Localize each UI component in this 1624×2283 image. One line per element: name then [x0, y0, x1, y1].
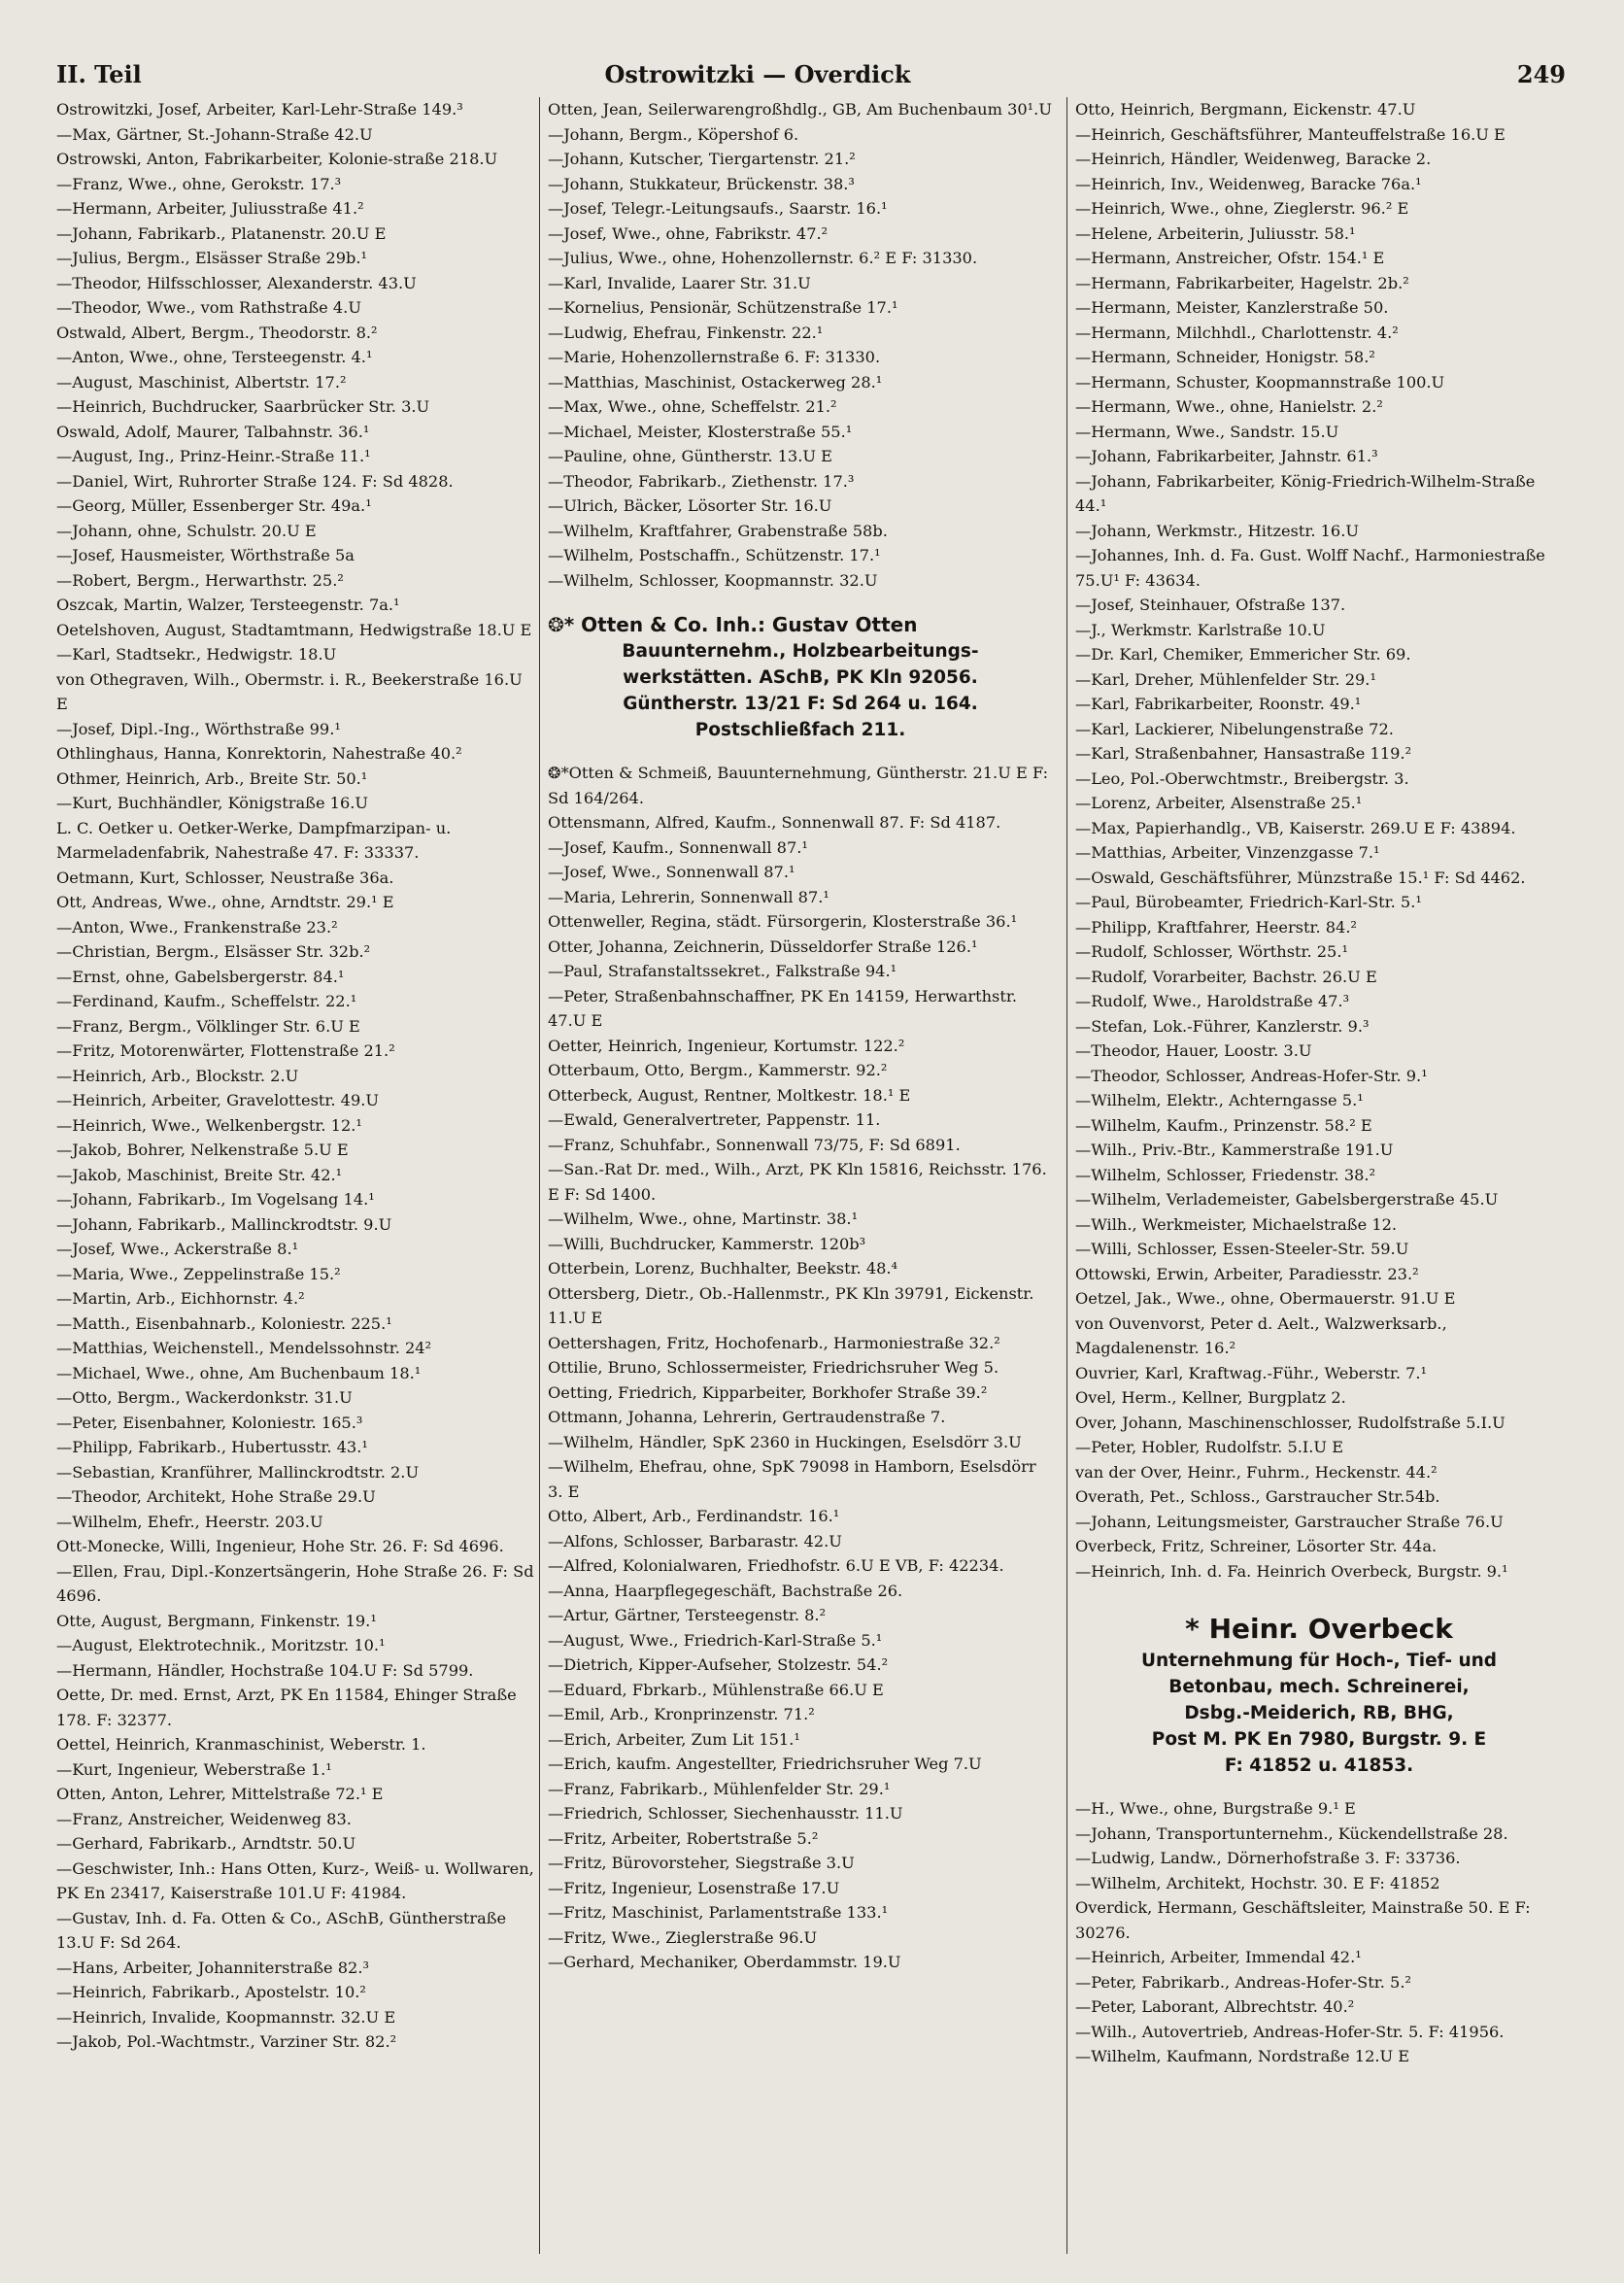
list-item: —Sebastian, Kranführer, Mallinckrodtstr. 2.U — [56, 1462, 420, 1482]
list-item: Otterbeck, August, Rentner, Moltkestr. 18.¹ E — [548, 1085, 911, 1105]
list-item: —Paul, Bürobeamter, Friedrich-Karl-Str. 5.¹ — [1075, 893, 1422, 911]
list-item: —Theodor, Hauer, Loostr. 3.U — [1075, 1041, 1312, 1060]
list-item: —Heinrich, Wwe., ohne, Zieglerstr. 96.² E — [1075, 199, 1409, 218]
ad-overbeck-line: F: 41852 u. 41853. — [1224, 1755, 1414, 1776]
list-item: —Fritz, Motorenwärter, Flottenstraße 21.² — [56, 1041, 395, 1060]
list-item: —Heinrich, Händler, Weidenweg, Baracke 2. — [1075, 150, 1432, 168]
list-item: —Erich, Arbeiter, Zum Lit 151.¹ — [548, 1729, 800, 1749]
page-range-title: Ostrowitzki — Overdick — [604, 60, 911, 88]
list-item: Ottilie, Bruno, Schlossermeister, Friedrichsruher Weg 5. — [548, 1358, 999, 1377]
list-item: —Hermann, Schuster, Koopmannstraße 100.U — [1075, 372, 1445, 392]
list-item: —Johann, Fabrikarbeiter, Jahnstr. 61.³ — [1075, 447, 1378, 465]
list-item: Oetter, Heinrich, Ingenieur, Kortumstr. 122.² — [548, 1036, 905, 1055]
column-3 — [1066, 97, 1563, 2254]
list-item: —Jakob, Maschinist, Breite Str. 42.¹ — [56, 1165, 343, 1184]
list-item: —Theodor, Architekt, Hohe Straße 29.U — [56, 1487, 376, 1506]
list-item: ❂*Otten & Schmeiß, Bauunternehmung, Güntherstr. 21.U E F: Sd 164/264. — [548, 764, 1049, 807]
list-item: —Wilh., Werkmeister, Michaelstraße 12. — [1075, 1214, 1398, 1234]
list-item: —Stefan, Lok.-Führer, Kanzlerstr. 9.³ — [1075, 1016, 1370, 1036]
list-item: —Heinrich, Fabrikarb., Apostelstr. 10.² — [56, 1983, 366, 2001]
list-item: —Franz, Bergm., Völklinger Str. 6.U E — [56, 1016, 360, 1036]
list-item: —Wilhelm, Architekt, Hochstr. 30. E F: 41852 — [1075, 1873, 1440, 1892]
list-item: —Marie, Hohenzollernstraße 6. F: 31330. — [548, 348, 881, 366]
list-item: Overbeck, Fritz, Schreiner, Lösorter Str. 44a. — [1075, 1537, 1438, 1555]
ad-overbeck-title: * Heinr. Overbeck — [1185, 1613, 1453, 1645]
list-item: —Theodor, Schlosser, Andreas-Hofer-Str. 9.¹ — [1075, 1066, 1428, 1085]
list-item: —Gerhard, Fabrikarb., Arndtstr. 50.U — [56, 1834, 356, 1853]
ad-overbeck-line: Unternehmung für Hoch-, Tief- und — [1140, 1651, 1498, 1671]
list-item: Ott, Andreas, Wwe., ohne, Arndtstr. 29.¹ E — [56, 893, 394, 911]
page-number: 249 — [1516, 60, 1566, 88]
list-item: —Peter, Eisenbahner, Koloniestr. 165.³ — [56, 1413, 363, 1432]
list-item: —Theodor, Fabrikarb., Ziethenstr. 17.³ — [548, 471, 855, 491]
list-item: —Josef, Wwe., Ackerstraße 8.¹ — [56, 1240, 299, 1258]
list-item: —Karl, Fabrikarbeiter, Roonstr. 49.¹ — [1075, 695, 1362, 713]
list-item: van der Over, Heinr., Fuhrm., Heckenstr. 44.² — [1075, 1462, 1438, 1482]
list-item: —Hermann, Arbeiter, Juliusstraße 41.² — [56, 199, 364, 218]
list-item: —Josef, Telegr.-Leitungsaufs., Saarstr. 16.¹ — [548, 199, 888, 218]
list-item: —Johannes, Inh. d. Fa. Gust. Wolff Nachf., Harmoniestraße 75.U¹ F: 43634. — [1075, 546, 1545, 590]
list-item: —Heinrich, Invalide, Koopmannstr. 32.U E — [56, 2007, 396, 2027]
list-item: —Julius, Wwe., ohne, Hohenzollernstr. 6.² E F: 31330. — [548, 249, 978, 267]
list-item: —San.-Rat Dr. med., Wilh., Arzt, PK Kln 15816, Reichsstr. 176. E F: Sd 1400. — [548, 1160, 1047, 1204]
list-item: —Alfred, Kolonialwaren, Friedhofstr. 6.U E VB, F: 42234. — [548, 1556, 1004, 1575]
list-item: Ostrowitzki, Josef, Arbeiter, Karl-Lehr-Straße 149.³ — [56, 100, 463, 119]
list-item: —Karl, Dreher, Mühlenfelder Str. 29.¹ — [1075, 669, 1376, 689]
list-item: —Eduard, Fbrkarb., Mühlenstraße 66.U E — [548, 1680, 884, 1699]
list-item: —Josef, Wwe., ohne, Fabrikstr. 47.² — [548, 223, 829, 243]
ad-otten-line: Postschließfach 211. — [694, 720, 906, 740]
list-item: —Hermann, Wwe., Sandstr. 15.U — [1075, 422, 1339, 441]
list-item: —Jakob, Bohrer, Nelkenstraße 5.U E — [56, 1141, 349, 1159]
page-header — [56, 56, 1566, 95]
list-item: Otten, Anton, Lehrer, Mittelstraße 72.¹ E — [56, 1785, 384, 1803]
list-item: —Gustav, Inh. d. Fa. Otten & Co., ASchB, Güntherstraße 13.U F: Sd 264. — [56, 1908, 507, 1952]
list-item: —Max, Wwe., ohne, Scheffelstr. 21.² — [548, 397, 837, 416]
list-item: —Heinrich, Inv., Weidenweg, Baracke 76a.¹ — [1075, 174, 1422, 193]
list-item: —Josef, Steinhauer, Ofstraße 137. — [1075, 596, 1346, 614]
list-item: —Peter, Hobler, Rudolfstr. 5.I.U E — [1075, 1438, 1344, 1456]
list-item: Over, Johann, Maschinenschlosser, Rudolfstraße 5.I.U — [1075, 1413, 1506, 1432]
list-item: L. C. Oetker u. Oetker-Werke, Dampfmarzipan- u. Marmeladenfabrik, Nahestraße 47. F: 33337. — [56, 818, 452, 862]
list-item: —Dr. Karl, Chemiker, Emmericher Str. 69. — [1075, 645, 1411, 664]
list-item: —Karl, Straßenbahner, Hansastraße 119.² — [1075, 744, 1412, 763]
list-item: —Georg, Müller, Essenberger Str. 49a.¹ — [56, 496, 372, 515]
list-item: —Franz, Anstreicher, Weidenweg 83. — [56, 1809, 352, 1828]
list-item: —Josef, Hausmeister, Wörthstraße 5a — [56, 546, 355, 564]
list-item: —Friedrich, Schlosser, Siechenhausstr. 11.U — [548, 1804, 903, 1823]
list-item: —Max, Papierhandlg., VB, Kaiserstr. 269.U E F: 43894. — [1075, 818, 1516, 837]
list-item: —Hermann, Schneider, Honigstr. 58.² — [1075, 348, 1375, 366]
list-item: —Johann, Bergm., Köpershof 6. — [548, 124, 799, 144]
list-item: —Maria, Wwe., Zeppelinstraße 15.² — [56, 1264, 341, 1283]
list-item: —Wilhelm, Kaufmann, Nordstraße 12.U E — [1075, 2047, 1410, 2065]
list-item: —Wilhelm, Verlademeister, Gabelsbergerstraße 45.U — [1075, 1190, 1499, 1209]
list-item: —Christian, Bergm., Elsässer Str. 32b.² — [56, 942, 371, 961]
list-item: —Josef, Wwe., Sonnenwall 87.¹ — [548, 863, 795, 881]
list-item: Ottersberg, Dietr., Ob.-Hallenmstr., PK Kln 39791, Eickenstr. 11.U E — [548, 1283, 1034, 1327]
list-item: —Ludwig, Ehefrau, Finkenstr. 22.¹ — [548, 323, 824, 342]
list-item: —Geschwister, Inh.: Hans Otten, Kurz-, Weiß- u. Wollwaren, PK En 23417, Kaiserstraße 101.U F: 41984. — [56, 1858, 534, 1902]
list-item: —Heinrich, Buchdrucker, Saarbrücker Str. 3.U — [56, 397, 430, 416]
list-item: —Karl, Lackierer, Nibelungenstraße 72. — [1075, 719, 1394, 738]
list-item: —Heinrich, Arbeiter, Gravelottestr. 49.U — [56, 1091, 380, 1109]
list-item: —Philipp, Kraftfahrer, Heerstr. 84.² — [1075, 917, 1357, 937]
list-item: Overdick, Hermann, Geschäftsleiter, Mainstraße 50. E F: 30276. — [1075, 1898, 1531, 1942]
list-item: Ostrowski, Anton, Fabrikarbeiter, Kolonie-straße 218.U — [56, 150, 498, 168]
list-item: —Matthias, Arbeiter, Vinzenzgasse 7.¹ — [1075, 843, 1380, 862]
list-item: Oszcak, Martin, Walzer, Tersteegenstr. 7a.¹ — [56, 596, 400, 614]
list-item: von Othegraven, Wilh., Obermstr. i. R., Beekerstraße 16.U E — [56, 669, 523, 713]
list-item: Ostwald, Albert, Bergm., Theodorstr. 8.² — [56, 323, 378, 342]
list-item: —J., Werkmstr. Karlstraße 10.U — [1075, 620, 1326, 639]
list-item: —Otto, Bergm., Wackerdonkstr. 31.U — [56, 1388, 353, 1407]
list-item: —Theodor, Hilfsschlosser, Alexanderstr. 43.U — [56, 273, 417, 292]
list-item: —Pauline, ohne, Güntherstr. 13.U E — [548, 447, 832, 465]
list-item: Otterbaum, Otto, Bergm., Kammerstr. 92.² — [548, 1061, 888, 1079]
list-item: —Ernst, ohne, Gabelsbergerstr. 84.¹ — [56, 967, 345, 986]
list-item: —Johann, Leitungsmeister, Garstraucher Straße 76.U — [1075, 1512, 1504, 1531]
list-item: —Peter, Straßenbahnschaffner, PK En 14159, Herwarthstr. 47.U E — [548, 986, 1017, 1030]
list-item: —Wilhelm, Postschaffn., Schützenstr. 17.¹ — [548, 546, 881, 564]
column-1 — [56, 97, 534, 2254]
list-item: —Karl, Stadtsekr., Hedwigstr. 18.U — [56, 645, 337, 664]
list-item: —Michael, Wwe., ohne, Am Buchenbaum 18.¹ — [56, 1363, 422, 1382]
list-item: —Gerhard, Mechaniker, Oberdammstr. 19.U — [548, 1953, 901, 1971]
list-item: Oetelshoven, August, Stadtamtmann, Hedwigstraße 18.U E — [56, 620, 532, 639]
list-item: —Hermann, Händler, Hochstraße 104.U F: Sd 5799. — [56, 1660, 474, 1680]
list-item: —Johann, Fabrikarbeiter, König-Friedrich-Wilhelm-Straße 44.¹ — [1075, 471, 1536, 515]
list-item: —Johann, Transportunternehm., Kückendellstraße 28. — [1075, 1823, 1508, 1843]
list-item: Otterbein, Lorenz, Buchhalter, Beekstr. 48.⁴ — [548, 1259, 898, 1278]
list-item: —Martin, Arb., Eichhornstr. 4.² — [56, 1289, 305, 1308]
list-item: —Rudolf, Wwe., Haroldstraße 47.³ — [1075, 992, 1350, 1010]
list-item: —Willi, Buchdrucker, Kammerstr. 120b³ — [548, 1234, 866, 1253]
column-2 — [539, 97, 1053, 2254]
list-item: —Hermann, Anstreicher, Ofstr. 154.¹ E — [1075, 249, 1385, 267]
list-item: —Anna, Haarpflegegeschäft, Bachstraße 26. — [548, 1581, 903, 1600]
list-item: —Fritz, Ingenieur, Losenstraße 17.U — [548, 1878, 840, 1897]
list-item: —Maria, Lehrerin, Sonnenwall 87.¹ — [548, 887, 829, 906]
list-item: Overath, Pet., Schloss., Garstraucher Str.54b. — [1075, 1487, 1440, 1506]
list-item: —Johann, Stukkateur, Brückenstr. 38.³ — [548, 174, 855, 193]
list-item: —Wilh., Priv.-Btr., Kammerstraße 191.U — [1075, 1141, 1394, 1159]
ad-otten-title: ❂* Otten & Co. Inh.: Gustav Otten — [548, 613, 918, 636]
ad-overbeck-line: Dsbg.-Meiderich, RB, BHG, — [1184, 1703, 1454, 1723]
list-item: —Johann, Fabrikarb., Platanenstr. 20.U E — [56, 223, 387, 243]
list-item: —Fritz, Wwe., Zieglerstraße 96.U — [548, 1927, 818, 1947]
list-item: —Josef, Dipl.-Ing., Wörthstraße 99.¹ — [56, 719, 341, 738]
ad-overbeck-line: Betonbau, mech. Schreinerei, — [1168, 1677, 1470, 1697]
list-item: —Julius, Bergm., Elsässer Straße 29b.¹ — [56, 249, 367, 267]
list-item: —Rudolf, Vorarbeiter, Bachstr. 26.U E — [1075, 967, 1377, 986]
list-item: —Matthias, Weichenstell., Mendelssohnstr. 24² — [56, 1339, 432, 1357]
list-item: —Kurt, Ingenieur, Weberstraße 1.¹ — [56, 1759, 332, 1779]
list-item: —Jakob, Pol.-Wachtmstr., Varziner Str. 82.² — [56, 2032, 397, 2051]
list-item: —Helene, Arbeiterin, Juliusstr. 58.¹ — [1075, 223, 1356, 243]
list-item: —Michael, Meister, Klosterstraße 55.¹ — [548, 422, 853, 441]
list-item: —Johann, ohne, Schulstr. 20.U E — [56, 521, 317, 540]
list-item: —Wilhelm, Händler, SpK 2360 in Huckingen, Eselsdörr 3.U — [548, 1432, 1022, 1451]
list-item: von Ouvenvorst, Peter d. Aelt., Walzwerksarb., Magdalenenstr. 16.² — [1075, 1313, 1447, 1357]
list-item: —August, Elektrotechnik., Moritzstr. 10.¹ — [56, 1636, 386, 1654]
list-item: Ott-Monecke, Willi, Ingenieur, Hohe Str. 26. F: Sd 4696. — [56, 1537, 504, 1555]
list-item: Ottensmann, Alfred, Kaufm., Sonnenwall 87. F: Sd 4187. — [548, 813, 1001, 832]
otten-co-advertisement — [548, 612, 1053, 743]
list-item: —Ferdinand, Kaufm., Scheffelstr. 22.¹ — [56, 992, 357, 1010]
list-item: —Wilhelm, Ehefrau, ohne, SpK 79098 in Hamborn, Eselsdörr 3. E — [548, 1457, 1036, 1501]
list-item: —Lorenz, Arbeiter, Alsenstraße 25.¹ — [1075, 794, 1363, 812]
list-item: —Hans, Arbeiter, Johanniterstraße 82.³ — [56, 1958, 369, 1977]
list-item: —Fritz, Maschinist, Parlamentstraße 133.¹ — [548, 1903, 889, 1922]
list-item: Otte, August, Bergmann, Finkenstr. 19.¹ — [56, 1611, 377, 1630]
list-item: —Heinrich, Wwe., Welkenbergstr. 12.¹ — [56, 1115, 362, 1135]
list-item: —Wilhelm, Wwe., ohne, Martinstr. 38.¹ — [548, 1210, 859, 1228]
list-item: —Johann, Fabrikarb., Im Vogelsang 14.¹ — [56, 1190, 375, 1209]
list-item: —Theodor, Wwe., vom Rathstraße 4.U — [56, 298, 361, 317]
list-item: Ovel, Herm., Kellner, Burgplatz 2. — [1075, 1388, 1346, 1407]
list-item: —Robert, Bergm., Herwarthstr. 25.² — [56, 570, 344, 590]
list-item: —Max, Gärtner, St.-Johann-Straße 42.U — [56, 124, 373, 144]
list-item: —Dietrich, Kipper-Aufseher, Stolzestr. 54.² — [548, 1655, 889, 1674]
list-item: —Wilhelm, Kraftfahrer, Grabenstraße 58b. — [548, 521, 888, 540]
list-item: Othmer, Heinrich, Arb., Breite Str. 50.¹ — [56, 768, 368, 788]
list-item: —Wilhelm, Kaufm., Prinzenstr. 58.² E — [1075, 1115, 1372, 1135]
list-item: —Heinrich, Inh. d. Fa. Heinrich Overbeck, Burgstr. 9.¹ — [1075, 1561, 1508, 1581]
list-item: Oettershagen, Fritz, Hochofenarb., Harmoniestraße 32.² — [548, 1333, 1000, 1352]
list-item: —Daniel, Wirt, Ruhrorter Straße 124. F: Sd 4828. — [56, 471, 454, 491]
list-item: Oetmann, Kurt, Schlosser, Neustraße 36a. — [56, 868, 394, 887]
list-item: —Oswald, Geschäftsführer, Münzstraße 15.¹ F: Sd 4462. — [1075, 868, 1526, 887]
list-item: —Peter, Fabrikarb., Andreas-Hofer-Str. 5.² — [1075, 1972, 1411, 1992]
list-item: Oetting, Friedrich, Kipparbeiter, Borkhofer Straße 39.² — [548, 1382, 988, 1402]
list-item: —Hermann, Milchhdl., Charlottenstr. 4.² — [1075, 323, 1399, 342]
list-item: —Hermann, Meister, Kanzlerstraße 50. — [1075, 298, 1389, 317]
list-item: —Hermann, Wwe., ohne, Hanielstr. 2.² — [1075, 397, 1383, 416]
list-item: —H., Wwe., ohne, Burgstraße 9.¹ E — [1075, 1799, 1356, 1818]
list-item: —Leo, Pol.-Oberwchtmstr., Breibergstr. 3. — [1075, 768, 1409, 788]
list-item: Oetzel, Jak., Wwe., ohne, Obermauerstr. 91.U E — [1075, 1289, 1456, 1308]
list-item: —Peter, Laborant, Albrechtstr. 40.² — [1075, 1997, 1355, 2016]
list-item: —Franz, Wwe., ohne, Gerokstr. 17.³ — [56, 174, 342, 193]
ad-otten-line: werkstätten. ASchB, PK Kln 92056. — [623, 667, 978, 688]
list-item: —Matthias, Maschinist, Ostackerweg 28.¹ — [548, 372, 883, 392]
overbeck-advertisement — [1075, 1611, 1563, 1779]
list-item: —Anton, Wwe., Frankenstraße 23.² — [56, 917, 338, 937]
list-item: —Johann, Werkmstr., Hitzestr. 16.U — [1075, 521, 1359, 540]
list-item: —Kurt, Buchhändler, Königstraße 16.U — [56, 794, 369, 812]
list-item: —Ludwig, Landw., Dörnerhofstraße 3. F: 33736. — [1075, 1849, 1461, 1867]
list-item: —Wilhelm, Ehefr., Heerstr. 203.U — [56, 1512, 323, 1531]
list-item: —Johann, Kutscher, Tiergartenstr. 21.² — [548, 150, 856, 168]
list-item: —Alfons, Schlosser, Barbarastr. 42.U — [548, 1531, 842, 1550]
list-item: —Ulrich, Bäcker, Lösorter Str. 16.U — [548, 496, 832, 515]
list-item: —Heinrich, Arb., Blockstr. 2.U — [56, 1066, 299, 1085]
list-item: —August, Maschinist, Albertstr. 17.² — [56, 372, 347, 392]
list-item: Ottenweller, Regina, städt. Fürsorgerin, Klosterstraße 36.¹ — [548, 912, 1018, 931]
list-item: —Anton, Wwe., ohne, Tersteegenstr. 4.¹ — [56, 348, 373, 366]
list-item: —Josef, Kaufm., Sonnenwall 87.¹ — [548, 837, 808, 857]
list-item: —Ellen, Frau, Dipl.-Konzertsängerin, Hohe Straße 26. F: Sd 4696. — [56, 1561, 534, 1605]
list-item: Otto, Heinrich, Bergmann, Eickenstr. 47.U — [1075, 100, 1416, 119]
list-item: —Wilhelm, Schlosser, Koopmannstr. 32.U — [548, 570, 878, 590]
list-item: —Franz, Schuhfabr., Sonnenwall 73/75, F: Sd 6891. — [548, 1135, 961, 1154]
list-item: Otten, Jean, Seilerwarengroßhdlg., GB, Am Buchenbaum 30¹.U — [548, 100, 1052, 119]
list-item: —Wilh., Autovertrieb, Andreas-Hofer-Str. 5. F: 41956. — [1075, 2022, 1505, 2041]
list-item: —Philipp, Fabrikarb., Hubertusstr. 43.¹ — [56, 1438, 368, 1456]
list-item: Oette, Dr. med. Ernst, Arzt, PK En 11584, Ehinger Straße 178. F: 32377. — [56, 1686, 517, 1729]
ad-otten-line: Bauunternehm., Holzbearbeitungs- — [622, 641, 979, 662]
ad-otten-line: Güntherstr. 13/21 F: Sd 264 u. 164. — [623, 694, 978, 714]
list-item: Othlinghaus, Hanna, Konrektorin, Nahestraße 40.² — [56, 744, 462, 763]
list-item: —August, Wwe., Friedrich-Karl-Straße 5.¹ — [548, 1630, 883, 1650]
list-item: —Heinrich, Geschäftsführer, Manteuffelstraße 16.U E — [1075, 124, 1506, 144]
section-label: II. Teil — [56, 60, 142, 88]
list-item: —Willi, Schlosser, Essen-Steeler-Str. 59.U — [1075, 1240, 1409, 1258]
list-item: —Emil, Arb., Kronprinzenstr. 71.² — [548, 1705, 815, 1723]
list-item: —Karl, Invalide, Laarer Str. 31.U — [548, 273, 811, 292]
list-item: —Hermann, Fabrikarbeiter, Hagelstr. 2b.² — [1075, 273, 1409, 292]
list-item: Ottowski, Erwin, Arbeiter, Paradiesstr. 23.² — [1075, 1264, 1419, 1283]
list-item: —Matth., Eisenbahnarb., Koloniestr. 225.¹ — [56, 1313, 392, 1333]
list-item: —Artur, Gärtner, Tersteegenstr. 8.² — [548, 1606, 827, 1624]
list-item: —Rudolf, Schlosser, Wörthstr. 25.¹ — [1075, 942, 1348, 961]
list-item: —August, Ing., Prinz-Heinr.-Straße 11.¹ — [56, 447, 371, 465]
list-item: —Kornelius, Pensionär, Schützenstraße 17.¹ — [548, 298, 898, 317]
list-item: Otto, Albert, Arb., Ferdinandstr. 16.¹ — [548, 1507, 840, 1525]
ad-overbeck-line: Post M. PK En 7980, Burgstr. 9. E — [1151, 1729, 1487, 1750]
list-item: Otter, Johanna, Zeichnerin, Düsseldorfer Straße 126.¹ — [548, 937, 978, 956]
list-item: —Ewald, Generalvertreter, Pappenstr. 11. — [548, 1110, 881, 1129]
list-item: Oettel, Heinrich, Kranmaschinist, Weberstr. 1. — [56, 1735, 426, 1754]
list-item: —Johann, Fabrikarb., Mallinckrodtstr. 9.U — [56, 1214, 392, 1234]
list-item: —Franz, Fabrikarb., Mühlenfelder Str. 29.¹ — [548, 1779, 891, 1798]
list-item: —Wilhelm, Elektr., Achterngasse 5.¹ — [1075, 1091, 1364, 1109]
list-item: —Heinrich, Arbeiter, Immendal 42.¹ — [1075, 1948, 1362, 1966]
list-item: —Fritz, Arbeiter, Robertstraße 5.² — [548, 1828, 819, 1848]
list-item: Ottmann, Johanna, Lehrerin, Gertraudenstraße 7. — [548, 1408, 946, 1426]
list-item: —Fritz, Bürovorsteher, Siegstraße 3.U — [548, 1854, 855, 1872]
list-item: —Erich, kaufm. Angestellter, Friedrichsruher Weg 7.U — [548, 1755, 982, 1773]
list-item: Ouvrier, Karl, Kraftwag.-Führ., Weberstr. 7.¹ — [1075, 1363, 1428, 1382]
list-item: Oswald, Adolf, Maurer, Talbahnstr. 36.¹ — [56, 422, 370, 441]
list-item: —Paul, Strafanstaltssekret., Falkstraße 94.¹ — [548, 962, 897, 980]
list-item: —Wilhelm, Schlosser, Friedenstr. 38.² — [1075, 1165, 1376, 1184]
